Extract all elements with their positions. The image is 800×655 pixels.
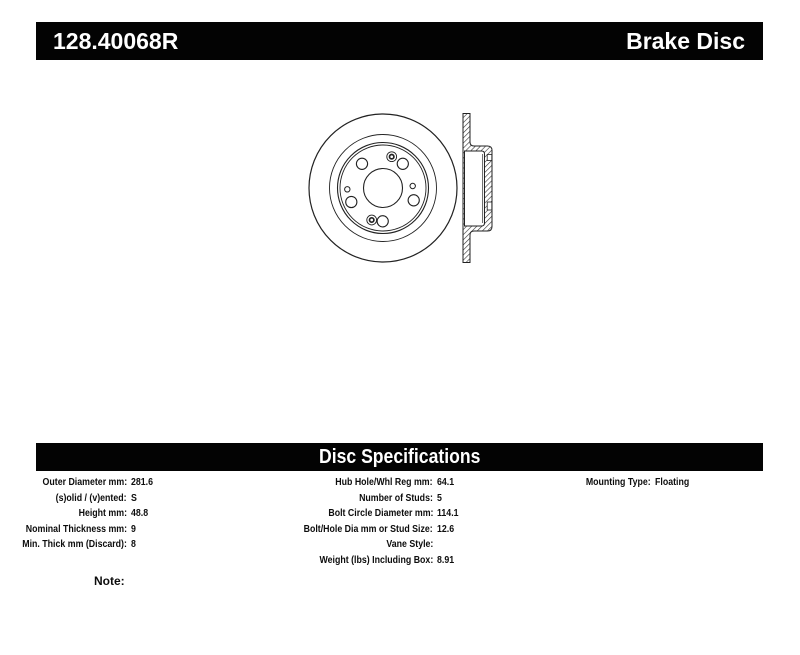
spec-row-bolt-circle-diameter bbox=[0, 506, 800, 521]
set-screw-hole-inner bbox=[370, 218, 374, 222]
spec-value: S bbox=[131, 492, 137, 504]
spec-section-bar bbox=[36, 443, 763, 471]
spec-value: 114.1 bbox=[437, 508, 459, 519]
spec-label: Bolt/Hole Dia mm or Stud Size: bbox=[303, 523, 433, 535]
spec-row-mounting-type bbox=[0, 475, 800, 490]
spec-value: 281.6 bbox=[131, 477, 154, 488]
friction-surface-circle bbox=[330, 135, 437, 242]
alignment-hole bbox=[345, 187, 350, 192]
hub-inner-circle bbox=[340, 145, 426, 231]
brake-disc-cross-section-view bbox=[463, 114, 492, 263]
cross-section-profile bbox=[463, 114, 492, 263]
set-screw-hole-inner bbox=[390, 155, 394, 159]
section-stud-hole-mark bbox=[487, 155, 492, 161]
stud-hole bbox=[346, 196, 357, 207]
part-number: 128.40068R bbox=[53, 27, 179, 54]
spec-label: Weight (lbs) Including Box: bbox=[319, 554, 433, 566]
spec-table bbox=[0, 475, 800, 575]
spec-row-weight bbox=[0, 553, 800, 568]
spec-label: Height mm: bbox=[78, 508, 127, 519]
stud-hole bbox=[356, 158, 367, 169]
spec-value: Floating bbox=[655, 477, 690, 488]
set-screw-holes bbox=[367, 152, 397, 225]
spec-label: Nominal Thickness mm: bbox=[25, 523, 127, 535]
spec-row-number-of-studs bbox=[0, 491, 800, 506]
header-bar bbox=[36, 22, 763, 60]
spec-value: 12.6 bbox=[437, 523, 455, 535]
spec-row-bolt-hole-dia bbox=[0, 522, 800, 537]
spec-label: Number of Studs: bbox=[359, 492, 433, 504]
set-screw-hole-outer bbox=[387, 152, 397, 162]
spec-label: (s)olid / (v)ented: bbox=[56, 492, 127, 504]
spec-label: Outer Diameter mm: bbox=[42, 477, 127, 488]
product-type-title: Brake Disc bbox=[626, 27, 745, 54]
spec-value: 8 bbox=[131, 539, 136, 550]
outer-diameter-circle bbox=[309, 114, 457, 262]
stud-hole bbox=[408, 195, 419, 206]
set-screw-hole-outer bbox=[367, 215, 377, 225]
note-label: Note: bbox=[94, 574, 125, 588]
stud-hole bbox=[377, 216, 388, 227]
spec-label: Min. Thick mm (Discard): bbox=[22, 539, 127, 550]
brake-disc-front-view bbox=[309, 114, 457, 262]
spec-value: 8.91 bbox=[437, 554, 455, 566]
spec-section-title: Disc Specifications bbox=[318, 445, 481, 468]
spec-label: Mounting Type: bbox=[586, 477, 651, 488]
spec-value: 48.8 bbox=[131, 508, 149, 519]
spec-row-vane-style bbox=[0, 537, 800, 552]
spec-value: 5 bbox=[437, 492, 442, 504]
spec-label: Hub Hole/Whl Reg mm: bbox=[335, 477, 433, 488]
alignment-hole bbox=[410, 183, 415, 188]
center-hub-hole bbox=[364, 169, 403, 208]
spec-value: 9 bbox=[131, 523, 136, 535]
stud-hole bbox=[397, 158, 408, 169]
alignment-holes bbox=[345, 183, 416, 192]
spec-label: Bolt Circle Diameter mm: bbox=[327, 508, 433, 519]
spec-label: Vane Style: bbox=[386, 539, 433, 550]
spec-value: 64.1 bbox=[437, 477, 455, 488]
technical-drawing bbox=[300, 100, 500, 270]
section-stud-hole-mark bbox=[487, 202, 492, 210]
